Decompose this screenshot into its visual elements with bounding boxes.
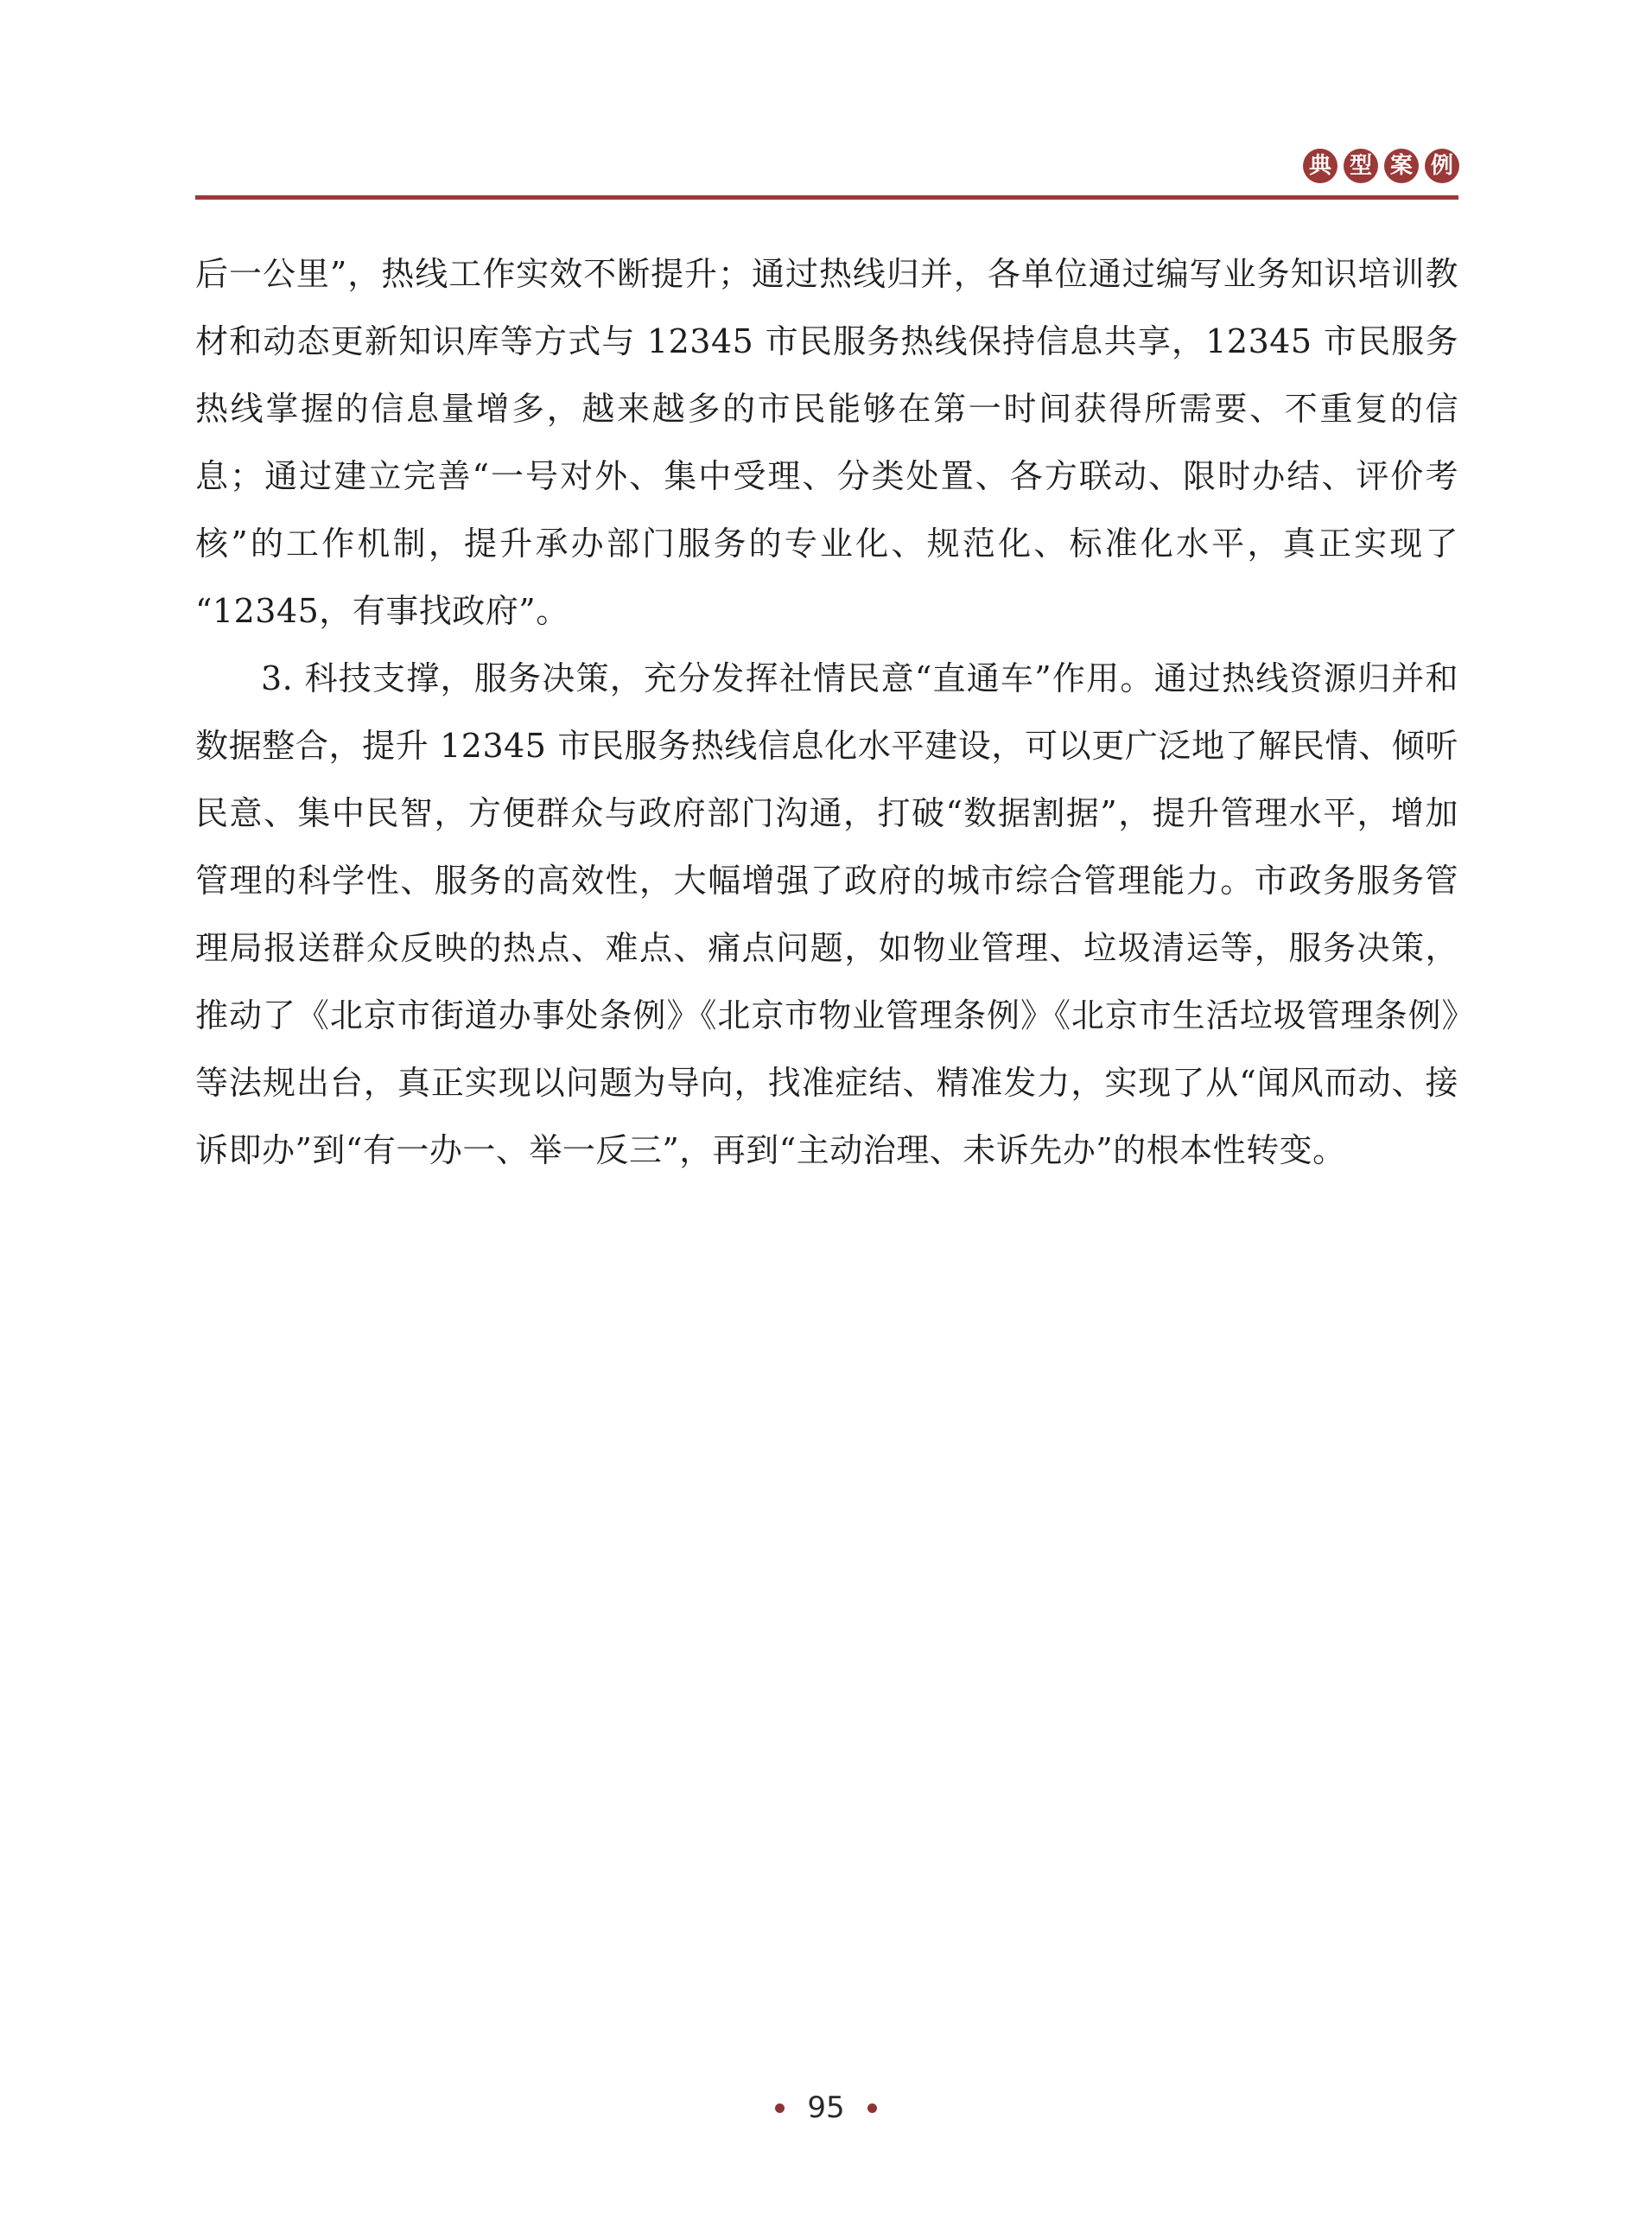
body-paragraph: 3. 科技支撑，服务决策，充分发挥社情民意“直通车”作用。通过热线资源归并和数据整合，提升 12345 市民服务热线信息化水平建设，可以更广泛地了解民情、倾听民意、集中民智，方便群众与政府部门沟通，打破“数据割据”，提升管理水平，增加管理的科学性、服务的高效性，大幅增强了政府的城市综合管理能力。市政务服务管理局报送群众反映的热点、难点、痛点问题，如物业管理、垃圾清运等，服务决策，推动了《北京市街道办事处条例》《北京市物业管理条例》《北京市生活垃圾管理条例》等法规出台，真正实现以问题为导向，找准症结、精准发力，实现了从“闻风而动、接诉即办”到“有一办一、举一反三”，再到“主动治理、未诉先办”的根本性转变。 xyxy=(195,659,1458,1169)
header-badge: 典 xyxy=(1303,149,1337,183)
footer-dot-left xyxy=(775,2103,785,2113)
body-paragraph: 后一公里”，热线工作实效不断提升；通过热线归并，各单位通过编写业务知识培训教材和动态更新知识库等方式与 12345 市民服务热线保持信息共享，12345 市民服务热线掌握的信息量增多，越来越多的市民能够在第一时间获得所需要、不重复的信息；通过建立完善“一号对外、集中受理、分类处置、各方联动、限时办结、评价考核”的工作机制，提升承办部门服务的专业化、规范化、标准化水平，真正实现了“12345，有事找政府”。 xyxy=(195,255,1458,630)
footer-dot-right xyxy=(867,2103,877,2113)
page-footer xyxy=(0,2090,1652,2125)
header-badge: 例 xyxy=(1425,149,1459,183)
body-text xyxy=(195,240,1458,1184)
header-badge: 案 xyxy=(1384,149,1419,183)
header-rule xyxy=(195,195,1458,200)
page-number: 95 xyxy=(807,2090,845,2125)
header-badges xyxy=(1303,149,1459,183)
header-badge: 型 xyxy=(1344,149,1378,183)
